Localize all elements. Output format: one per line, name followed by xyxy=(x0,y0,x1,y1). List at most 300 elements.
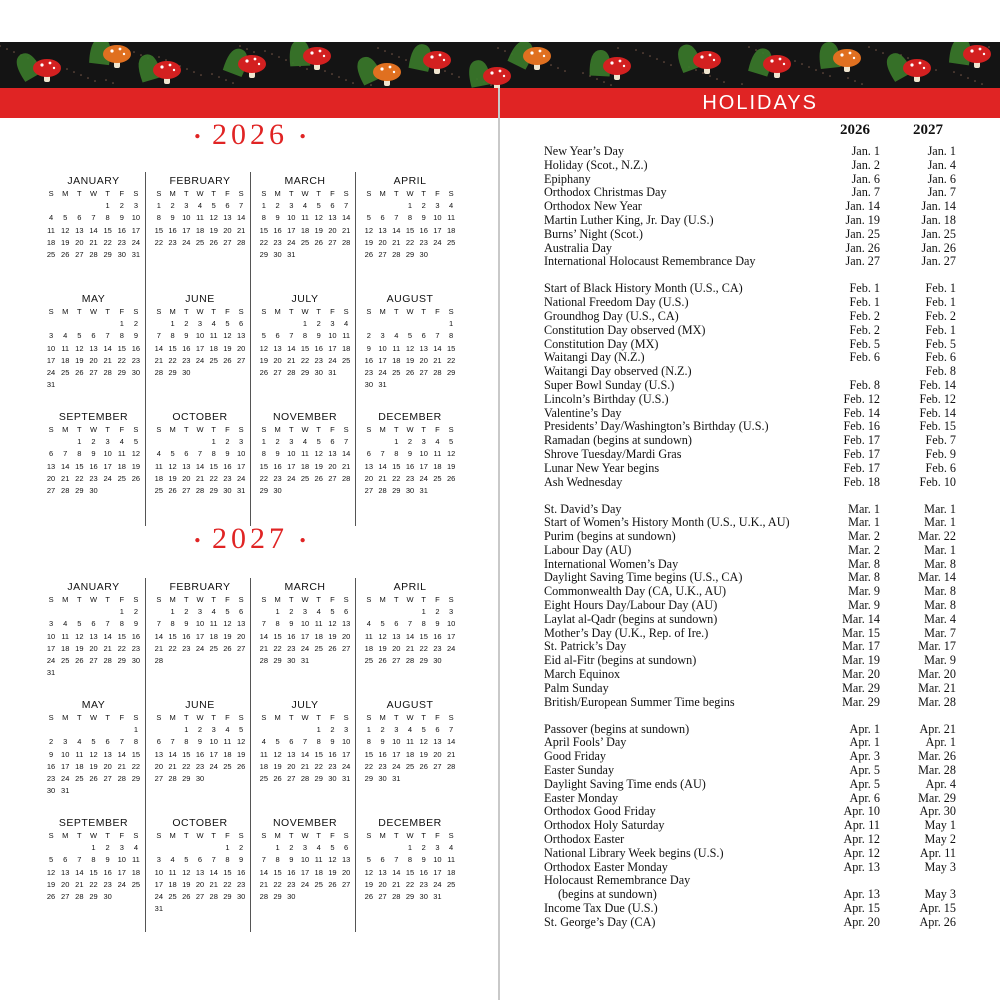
day-number: 11 xyxy=(61,343,70,353)
holiday-date-2027: Feb. 10 xyxy=(919,474,956,489)
day-number: 24 xyxy=(433,879,442,889)
month-name: JULY xyxy=(291,699,319,711)
day-number: 21 xyxy=(405,643,415,653)
holiday-row xyxy=(544,847,956,861)
day-number: 20 xyxy=(182,473,191,483)
year-label: 2027 xyxy=(212,522,288,555)
day-number: 2 xyxy=(435,607,440,617)
weekday-letter: T xyxy=(288,713,294,722)
day-number: 20 xyxy=(236,631,246,641)
day-number: 21 xyxy=(103,355,112,365)
holiday-date-2027: Feb. 7 xyxy=(925,433,956,448)
day-number: 16 xyxy=(419,225,428,235)
day-number: 22 xyxy=(392,473,401,483)
holiday-date-2027: May 2 xyxy=(924,832,956,847)
day-number: 8 xyxy=(156,213,161,223)
day-number: 29 xyxy=(117,656,126,666)
weekday-letter: W xyxy=(406,189,414,198)
day-number: 25 xyxy=(61,656,70,666)
weekday-letter: M xyxy=(169,307,176,316)
day-number: 14 xyxy=(433,343,442,353)
holiday-name: St. George’s Day (CA) xyxy=(544,915,656,929)
month-calendar xyxy=(250,578,355,696)
weekday-letter: T xyxy=(211,189,216,198)
day-grid xyxy=(362,712,458,785)
day-number: 8 xyxy=(261,213,266,223)
weekday-letter: M xyxy=(274,307,281,316)
weekday-letter: F xyxy=(435,307,440,316)
day-number: 6 xyxy=(105,737,110,747)
day-number: 10 xyxy=(433,213,442,223)
day-number: 28 xyxy=(405,656,415,666)
weekday-letter: M xyxy=(379,713,386,722)
year-label: 2026 xyxy=(212,118,288,151)
day-number: 24 xyxy=(182,237,191,247)
weekday-letter: T xyxy=(105,595,110,604)
holiday-date-2026: Apr. 20 xyxy=(843,914,880,929)
holiday-row xyxy=(544,434,956,448)
day-number: 6 xyxy=(91,619,96,629)
day-number: 9 xyxy=(105,855,110,865)
day-number: 26 xyxy=(378,656,387,666)
blank-day xyxy=(284,318,298,330)
blank-day xyxy=(44,200,58,212)
day-number: 19 xyxy=(168,473,177,483)
day-number: 12 xyxy=(314,213,323,223)
holiday-date-2027: Feb. 2 xyxy=(925,308,956,323)
blank-day xyxy=(417,318,431,330)
day-number: 6 xyxy=(63,855,68,865)
month-row xyxy=(40,696,460,814)
holiday-date-2027: Mar. 8 xyxy=(924,584,956,599)
holiday-date-2026: Mar. 14 xyxy=(842,611,880,626)
day-number: 3 xyxy=(289,201,294,211)
weekday-letter: F xyxy=(435,189,440,198)
holiday-date-2027: Mar. 26 xyxy=(918,749,956,764)
day-grid xyxy=(152,424,248,497)
holiday-name: British/European Summer Time begins xyxy=(544,695,735,709)
day-number: 9 xyxy=(184,331,189,341)
blank-day xyxy=(58,724,72,736)
day-number: 30 xyxy=(287,656,296,666)
holiday-row xyxy=(544,365,956,379)
day-number: 16 xyxy=(46,761,56,771)
day-number: 19 xyxy=(314,225,323,235)
day-number: 15 xyxy=(117,343,126,353)
day-number: 5 xyxy=(77,619,82,629)
weekday-letter: M xyxy=(169,425,176,434)
holiday-date-2027: Feb. 6 xyxy=(925,350,956,365)
day-number: 16 xyxy=(273,461,282,471)
day-number: 27 xyxy=(182,486,191,496)
month-calendar xyxy=(355,814,460,932)
holiday-row xyxy=(544,888,956,902)
holiday-name: Constitution Day observed (MX) xyxy=(544,323,706,337)
day-number: 4 xyxy=(261,737,266,747)
blank-day xyxy=(376,606,390,618)
day-number: 4 xyxy=(316,607,321,617)
month-calendar xyxy=(355,696,460,814)
day-number: 28 xyxy=(446,761,456,771)
weekday-letter: M xyxy=(62,307,69,316)
day-number: 12 xyxy=(273,749,282,759)
holiday-date-2027: Feb. 6 xyxy=(925,460,956,475)
day-number: 25 xyxy=(433,473,442,483)
holiday-name: Orthodox Easter xyxy=(544,833,625,847)
blank-day xyxy=(101,606,115,618)
day-number: 10 xyxy=(300,619,310,629)
holiday-date-2026: Mar. 9 xyxy=(848,598,880,613)
day-number: 13 xyxy=(419,343,428,353)
day-number: 11 xyxy=(447,213,456,223)
day-number: 10 xyxy=(419,449,428,459)
day-number: 17 xyxy=(103,461,112,471)
day-number: 31 xyxy=(46,380,56,390)
weekday-letter: T xyxy=(421,713,426,722)
holiday-row xyxy=(544,462,956,476)
day-number: 19 xyxy=(61,237,70,247)
day-number: 11 xyxy=(447,855,456,865)
holiday-date-2027: Mar. 9 xyxy=(924,653,956,668)
day-number: 1 xyxy=(184,725,189,735)
day-number: 25 xyxy=(405,761,415,771)
day-number: 3 xyxy=(344,725,349,735)
day-number: 15 xyxy=(405,225,415,235)
holiday-date-2026: Feb. 16 xyxy=(843,419,880,434)
holiday-date-2027: May 3 xyxy=(924,887,956,902)
weekday-letter: S xyxy=(48,425,54,434)
holiday-date-2027: Mar. 17 xyxy=(918,639,956,654)
holiday-name: New Year’s Day xyxy=(544,145,624,158)
day-number: 15 xyxy=(223,867,232,877)
weekday-letter: T xyxy=(183,425,189,434)
day-number: 7 xyxy=(156,331,161,341)
day-number: 6 xyxy=(380,855,385,865)
holiday-date-2026: Feb. 12 xyxy=(843,391,880,406)
weekday-letter: S xyxy=(238,425,244,434)
holiday-row xyxy=(544,750,956,764)
blank-day xyxy=(44,842,58,854)
year-dot-left: • xyxy=(194,126,201,147)
day-number: 26 xyxy=(419,761,428,771)
day-number: 11 xyxy=(301,213,309,223)
day-number: 17 xyxy=(341,749,351,759)
day-number: 8 xyxy=(119,331,124,341)
day-number: 14 xyxy=(154,343,164,353)
month-name: APRIL xyxy=(393,175,427,187)
day-number: 7 xyxy=(197,449,203,459)
day-number: 28 xyxy=(300,774,310,784)
holiday-date-2026: Mar. 15 xyxy=(842,625,880,640)
day-number: 3 xyxy=(435,201,440,211)
weekday-letter: T xyxy=(393,595,399,604)
blank-day xyxy=(362,842,376,854)
day-number: 11 xyxy=(406,737,414,747)
day-number: 4 xyxy=(302,437,308,447)
day-number: 17 xyxy=(46,355,56,365)
day-number: 6 xyxy=(366,449,371,459)
day-number: 18 xyxy=(405,749,415,759)
day-number: 8 xyxy=(316,737,321,747)
day-number: 21 xyxy=(154,643,164,653)
holiday-row xyxy=(544,571,956,585)
day-number: 6 xyxy=(156,737,161,747)
holiday-date-2027: Jan. 14 xyxy=(921,199,956,214)
day-number: 11 xyxy=(196,213,204,223)
day-number: 25 xyxy=(223,761,232,771)
day-number: 20 xyxy=(223,225,232,235)
day-number: 23 xyxy=(168,237,177,247)
day-number: 2 xyxy=(133,319,138,329)
day-number: 5 xyxy=(366,213,371,223)
day-number: 9 xyxy=(366,343,371,353)
day-number: 17 xyxy=(392,749,401,759)
day-number: 18 xyxy=(259,761,269,771)
day-number: 10 xyxy=(328,331,337,341)
holiday-name: Palm Sunday xyxy=(544,681,609,695)
day-number: 3 xyxy=(48,619,54,629)
holiday-date-2027: Mar. 20 xyxy=(918,667,956,682)
month-name: OCTOBER xyxy=(172,411,228,423)
blank-day xyxy=(362,606,376,618)
day-number: 17 xyxy=(287,225,296,235)
day-number: 1 xyxy=(261,201,266,211)
holiday-date-2026: Feb. 2 xyxy=(849,322,880,337)
day-number: 29 xyxy=(419,656,428,666)
day-number: 26 xyxy=(259,368,269,378)
weekday-letter: W xyxy=(301,831,309,840)
day-number: 19 xyxy=(131,461,141,471)
day-number: 22 xyxy=(103,237,112,247)
day-number: 3 xyxy=(197,607,203,617)
blank-day xyxy=(362,318,376,330)
year-dot-right: • xyxy=(299,530,306,551)
blank-day xyxy=(86,724,100,736)
holiday-date-2027: Feb. 1 xyxy=(925,281,956,296)
weekday-letter: W xyxy=(301,307,309,316)
holiday-row xyxy=(544,310,956,324)
day-number: 13 xyxy=(341,855,351,865)
day-number: 22 xyxy=(131,761,141,771)
weekday-letter: F xyxy=(330,425,335,434)
day-number: 27 xyxy=(61,892,70,902)
blank-day xyxy=(152,436,166,448)
day-number: 31 xyxy=(61,786,70,796)
day-number: 13 xyxy=(182,461,191,471)
day-number: 27 xyxy=(154,774,164,784)
weekday-letter: F xyxy=(330,831,335,840)
day-number: 14 xyxy=(341,213,351,223)
day-number: 9 xyxy=(289,855,294,865)
day-number: 3 xyxy=(133,201,138,211)
day-number: 18 xyxy=(364,643,374,653)
day-number: 6 xyxy=(289,737,294,747)
holiday-date-2027: Jan. 26 xyxy=(921,240,956,255)
day-number: 7 xyxy=(380,449,385,459)
weekday-letter: F xyxy=(330,307,335,316)
weekday-letter: M xyxy=(274,595,281,604)
weekday-letter: S xyxy=(261,713,267,722)
holiday-date-2027: Mar. 1 xyxy=(924,542,956,557)
day-number: 3 xyxy=(435,843,440,853)
blank-day xyxy=(58,318,72,330)
holiday-row xyxy=(544,338,956,352)
day-number: 2 xyxy=(366,331,371,341)
holiday-name: Waitangi Day observed (N.Z.) xyxy=(544,365,692,379)
day-number: 8 xyxy=(394,449,399,459)
day-number: 17 xyxy=(287,461,296,471)
day-number: 16 xyxy=(287,867,296,877)
day-number: 14 xyxy=(341,449,351,459)
weekday-letter: S xyxy=(156,189,162,198)
day-number: 8 xyxy=(275,619,280,629)
day-number: 6 xyxy=(330,201,335,211)
day-number: 29 xyxy=(117,368,126,378)
day-number: 10 xyxy=(46,631,56,641)
mushroom-decoration-icon xyxy=(0,42,1000,88)
holiday-name: Ramadan (begins at sundown) xyxy=(544,434,692,448)
day-number: 8 xyxy=(449,331,454,341)
day-number: 29 xyxy=(223,892,232,902)
day-number: 10 xyxy=(182,213,191,223)
blank-day xyxy=(58,842,72,854)
holiday-date-2026: Apr. 1 xyxy=(849,721,880,736)
day-number: 5 xyxy=(366,855,371,865)
day-number: 20 xyxy=(328,225,337,235)
day-number: 28 xyxy=(117,774,126,784)
weekday-letter: T xyxy=(183,713,189,722)
day-number: 26 xyxy=(75,368,84,378)
day-number: 12 xyxy=(259,343,269,353)
day-number: 10 xyxy=(46,343,56,353)
day-number: 23 xyxy=(378,761,387,771)
day-number: 8 xyxy=(275,855,280,865)
holiday-date-2026: Apr. 13 xyxy=(843,859,880,874)
day-number: 15 xyxy=(273,631,282,641)
day-number: 30 xyxy=(364,380,374,390)
day-number: 21 xyxy=(195,473,205,483)
day-number: 8 xyxy=(105,213,110,223)
day-number: 21 xyxy=(259,643,269,653)
day-number: 24 xyxy=(46,656,56,666)
day-number: 20 xyxy=(341,631,351,641)
holiday-name: Easter Sunday xyxy=(544,764,615,778)
weekday-letter: W xyxy=(89,189,98,198)
day-number: 17 xyxy=(433,867,442,877)
holiday-name: Daylight Saving Time begins (U.S., CA) xyxy=(544,571,743,585)
mushroom-pattern-banner xyxy=(0,42,1000,88)
day-grid xyxy=(44,712,143,797)
day-number: 28 xyxy=(168,774,177,784)
day-number: 19 xyxy=(328,631,337,641)
day-number: 3 xyxy=(380,331,385,341)
day-number: 5 xyxy=(407,331,413,341)
day-number: 24 xyxy=(46,368,56,378)
day-number: 12 xyxy=(328,619,337,629)
day-number: 19 xyxy=(209,225,218,235)
weekday-letter: S xyxy=(343,307,349,316)
day-number: 25 xyxy=(341,355,351,365)
holiday-row xyxy=(544,736,956,750)
blank-day xyxy=(257,842,271,854)
day-number: 8 xyxy=(407,855,413,865)
day-number: 16 xyxy=(314,343,323,353)
holiday-date-2026: Jan. 6 xyxy=(851,171,880,186)
weekday-letter: W xyxy=(196,595,204,604)
holiday-row xyxy=(544,242,956,256)
month-calendar xyxy=(40,408,145,526)
weekday-letter: T xyxy=(183,595,189,604)
day-number: 15 xyxy=(392,461,401,471)
blank-day xyxy=(44,606,58,618)
day-number: 25 xyxy=(259,774,269,784)
day-number: 5 xyxy=(184,855,189,865)
holiday-date-2026: Mar. 19 xyxy=(842,653,880,668)
day-number: 28 xyxy=(236,237,246,247)
blank-day xyxy=(152,318,166,330)
day-number: 27 xyxy=(419,368,428,378)
weekday-letter: M xyxy=(379,189,386,198)
holiday-date-2026: Feb. 5 xyxy=(849,336,880,351)
day-number: 28 xyxy=(61,486,70,496)
day-number: 29 xyxy=(75,486,84,496)
month-name: DECEMBER xyxy=(378,411,442,423)
day-number: 2 xyxy=(197,725,203,735)
day-number: 1 xyxy=(170,607,175,617)
day-number: 19 xyxy=(364,879,374,889)
weekday-letter: M xyxy=(169,189,176,198)
weekday-letter: S xyxy=(366,307,372,316)
weekday-letter: W xyxy=(406,425,414,434)
month-calendar xyxy=(145,290,250,408)
day-number: 2 xyxy=(289,843,294,853)
holiday-row xyxy=(544,833,956,847)
day-number: 11 xyxy=(117,449,126,459)
day-number: 27 xyxy=(392,656,401,666)
weekday-letter: F xyxy=(225,307,230,316)
weekday-letter: S xyxy=(133,831,139,840)
holiday-row xyxy=(544,296,956,310)
day-number: 18 xyxy=(341,343,351,353)
day-number: 20 xyxy=(75,237,84,247)
holiday-date-2027: Feb. 14 xyxy=(919,405,956,420)
weekday-letter: W xyxy=(89,307,98,316)
day-number: 3 xyxy=(184,201,189,211)
day-number: 11 xyxy=(301,449,309,459)
day-number: 10 xyxy=(154,867,164,877)
day-number: 3 xyxy=(289,437,294,447)
day-grid xyxy=(44,594,143,679)
day-number: 12 xyxy=(378,631,387,641)
weekday-letter: M xyxy=(274,831,281,840)
holiday-date-2027: Jan. 7 xyxy=(927,185,956,200)
day-number: 20 xyxy=(195,879,205,889)
weekday-letter: T xyxy=(316,425,321,434)
blank-day xyxy=(166,724,180,736)
day-number: 27 xyxy=(236,643,246,653)
day-number: 12 xyxy=(223,331,232,341)
weekday-letter: T xyxy=(183,831,189,840)
weekday-letter: S xyxy=(366,713,372,722)
day-number: 15 xyxy=(154,225,164,235)
holiday-date-2026: Mar. 2 xyxy=(848,529,880,544)
year-dot-left: • xyxy=(194,530,201,551)
day-number: 29 xyxy=(103,250,112,260)
blank-day xyxy=(115,724,129,736)
day-number: 8 xyxy=(261,449,266,459)
day-number: 26 xyxy=(364,892,374,902)
day-number: 10 xyxy=(131,213,141,223)
